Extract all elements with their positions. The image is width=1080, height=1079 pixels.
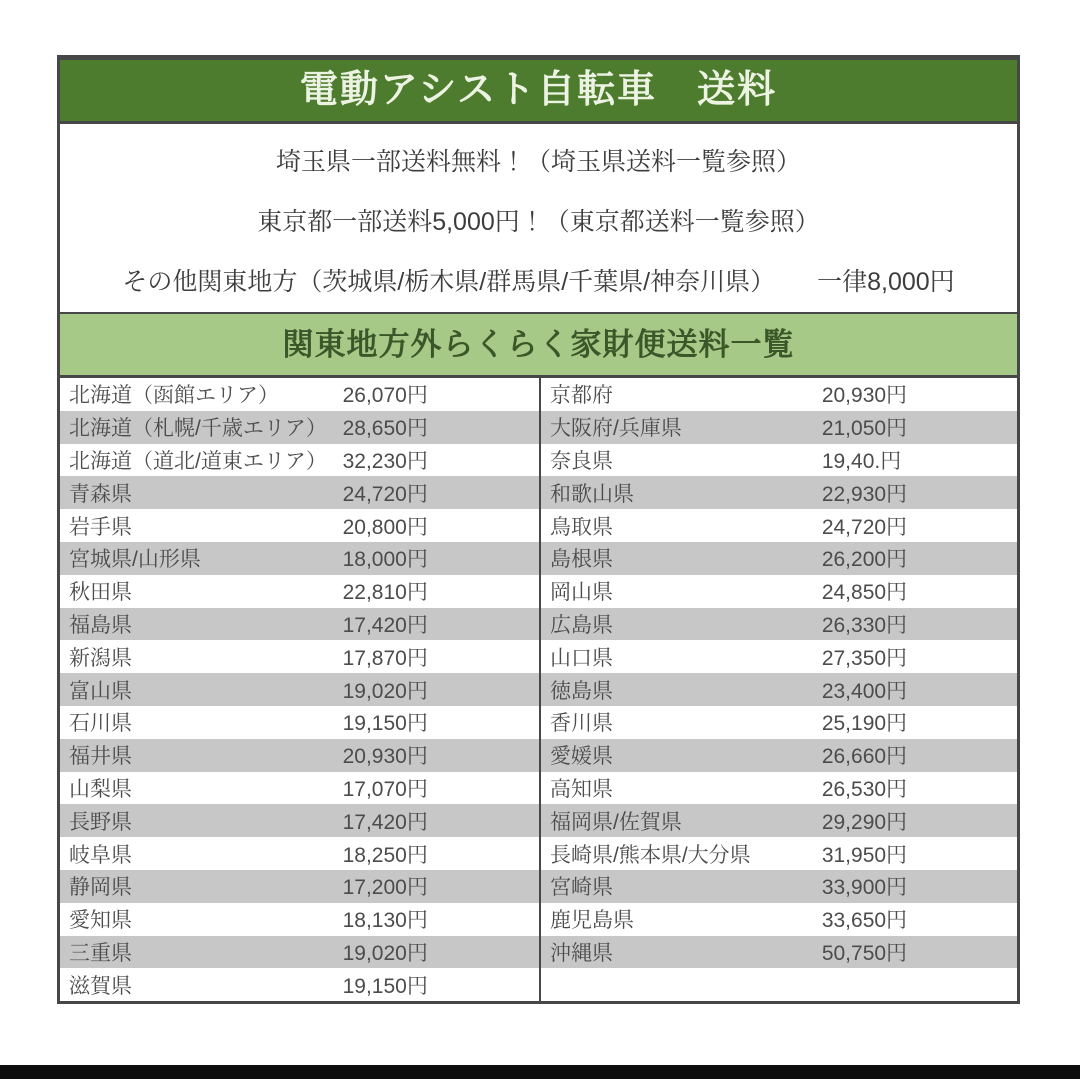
prefecture-name: 岩手県 — [69, 515, 132, 539]
shipping-price: 33,900円 — [821, 876, 908, 900]
shipping-price: 26,070円 — [342, 384, 428, 408]
table-row — [541, 411, 1017, 444]
table-title: 関東地方外らくらく家財便送料一覧 — [60, 312, 1017, 378]
prefecture-name: 鹿児島県 — [550, 909, 634, 933]
prefecture-name: 静岡県 — [69, 876, 132, 900]
shipping-price: 26,530円 — [821, 777, 908, 801]
prefecture-name: 秋田県 — [69, 581, 132, 605]
shipping-price: 19,150円 — [342, 974, 428, 998]
shipping-price: 17,070円 — [342, 777, 428, 801]
prefecture-name: 福島県 — [69, 613, 132, 637]
note-tokyo: 東京都一部送料5,000円！（東京都送料一覧参照） — [257, 208, 820, 236]
table-row — [541, 608, 1017, 641]
prefecture-name: 和歌山県 — [550, 482, 634, 506]
prefecture-name: 長崎県/熊本県/大分県 — [550, 843, 751, 867]
table-row — [60, 509, 539, 542]
shipping-price: 29,290円 — [821, 810, 908, 834]
prefecture-name: 愛知県 — [69, 909, 132, 933]
table-row — [60, 608, 539, 641]
prefecture-name: 北海道（函館エリア） — [69, 384, 279, 408]
prefecture-name: 青森県 — [69, 482, 132, 506]
prefecture-name: 奈良県 — [550, 449, 613, 473]
table-row — [541, 870, 1017, 903]
table-row — [60, 739, 539, 772]
table-row — [541, 772, 1017, 805]
shipping-price: 20,930円 — [821, 384, 908, 408]
table-row — [60, 968, 539, 1001]
table-row — [60, 804, 539, 837]
shipping-price: 26,330円 — [821, 613, 908, 637]
table-row — [541, 444, 1017, 477]
table-row — [541, 968, 1017, 1001]
shipping-price: 19,40.円 — [821, 449, 902, 473]
table-row — [541, 509, 1017, 542]
table-row — [541, 542, 1017, 575]
shipping-price: 19,150円 — [342, 712, 428, 736]
prefecture-name: 島根県 — [550, 548, 613, 572]
table-row — [60, 575, 539, 608]
table-row — [541, 640, 1017, 673]
shipping-price: 33,650円 — [821, 909, 908, 933]
table-row — [60, 837, 539, 870]
table-row — [60, 673, 539, 706]
shipping-price: 25,190円 — [821, 712, 908, 736]
table-row — [541, 739, 1017, 772]
shipping-price: 20,930円 — [342, 745, 428, 769]
prefecture-name: 香川県 — [550, 712, 613, 736]
prefecture-name: 大阪府/兵庫県 — [550, 417, 682, 441]
shipping-price: 17,200円 — [342, 876, 428, 900]
bottom-black-bar — [0, 1065, 1080, 1079]
shipping-price: 27,350円 — [821, 646, 908, 670]
prefecture-name: 富山県 — [69, 679, 132, 703]
note-saitama: 埼玉県一部送料無料！（埼玉県送料一覧参照） — [275, 148, 801, 176]
shipping-price: 22,930円 — [821, 482, 908, 506]
table-row — [60, 903, 539, 936]
fee-table-left-column — [60, 378, 541, 1001]
shipping-price: 21,050円 — [821, 417, 908, 441]
table-row — [60, 936, 539, 969]
shipping-price: 24,850円 — [821, 581, 908, 605]
shipping-notes — [60, 124, 1017, 312]
prefecture-name: 広島県 — [550, 613, 613, 637]
shipping-price: 18,130円 — [342, 909, 428, 933]
prefecture-name: 福岡県/佐賀県 — [550, 810, 682, 834]
shipping-info-panel — [57, 55, 1020, 1004]
table-row — [60, 706, 539, 739]
table-row — [541, 706, 1017, 739]
table-row — [541, 476, 1017, 509]
table-row — [60, 870, 539, 903]
fee-table-right-column — [541, 378, 1017, 1001]
note-other-kanto — [60, 262, 1017, 298]
table-row — [541, 804, 1017, 837]
shipping-price: 26,200円 — [821, 548, 908, 572]
table-row — [60, 542, 539, 575]
prefecture-name: 三重県 — [69, 941, 132, 965]
table-row — [541, 575, 1017, 608]
table-row — [60, 772, 539, 805]
shipping-price: 19,020円 — [342, 941, 428, 965]
shipping-price: 31,950円 — [821, 843, 908, 867]
shipping-price: 17,420円 — [342, 613, 428, 637]
table-row — [541, 673, 1017, 706]
table-row — [60, 640, 539, 673]
shipping-price: 28,650円 — [342, 417, 428, 441]
shipping-price: 19,020円 — [342, 679, 428, 703]
shipping-price: 20,800円 — [342, 515, 428, 539]
prefecture-name: 愛媛県 — [550, 745, 613, 769]
prefecture-name: 山梨県 — [69, 777, 132, 801]
prefecture-name: 福井県 — [69, 745, 132, 769]
prefecture-name: 京都府 — [550, 384, 613, 408]
shipping-price: 22,810円 — [342, 581, 428, 605]
shipping-price: 24,720円 — [821, 515, 908, 539]
table-row — [541, 837, 1017, 870]
note-other-kanto-regions: その他関東地方（茨城県/栃木県/群馬県/千葉県/神奈川県） — [122, 268, 776, 296]
shipping-price: 23,400円 — [821, 679, 908, 703]
shipping-price: 18,250円 — [342, 843, 428, 867]
prefecture-name: 滋賀県 — [69, 974, 132, 998]
shipping-price: 17,420円 — [342, 810, 428, 834]
note-other-kanto-price: 一律8,000円 — [817, 268, 955, 296]
prefecture-name: 高知県 — [550, 777, 613, 801]
table-row — [541, 903, 1017, 936]
prefecture-name: 鳥取県 — [550, 515, 613, 539]
prefecture-name: 北海道（札幌/千歳エリア） — [69, 417, 327, 441]
prefecture-name: 宮崎県 — [550, 876, 613, 900]
prefecture-name: 山口県 — [550, 646, 613, 670]
shipping-price: 24,720円 — [342, 482, 428, 506]
prefecture-name: 岐阜県 — [69, 843, 132, 867]
shipping-price: 50,750円 — [821, 941, 908, 965]
shipping-price: 17,870円 — [342, 646, 428, 670]
table-row — [541, 936, 1017, 969]
page-title: 電動アシスト自転車 送料 — [60, 60, 1017, 124]
prefecture-name: 北海道（道北/道東エリア） — [69, 449, 327, 473]
table-row — [60, 476, 539, 509]
table-row — [60, 411, 539, 444]
shipping-price: 18,000円 — [342, 548, 428, 572]
prefecture-name: 石川県 — [69, 712, 132, 736]
prefecture-name: 新潟県 — [69, 646, 132, 670]
table-row — [60, 378, 539, 411]
shipping-price: 32,230円 — [342, 449, 428, 473]
prefecture-name: 岡山県 — [550, 581, 613, 605]
shipping-fee-table — [60, 378, 1017, 1001]
prefecture-name: 沖縄県 — [550, 941, 613, 965]
table-row — [60, 444, 539, 477]
shipping-price: 26,660円 — [821, 745, 908, 769]
prefecture-name: 徳島県 — [550, 679, 613, 703]
prefecture-name: 長野県 — [69, 810, 132, 834]
prefecture-name: 宮城県/山形県 — [69, 548, 201, 572]
table-row — [541, 378, 1017, 411]
